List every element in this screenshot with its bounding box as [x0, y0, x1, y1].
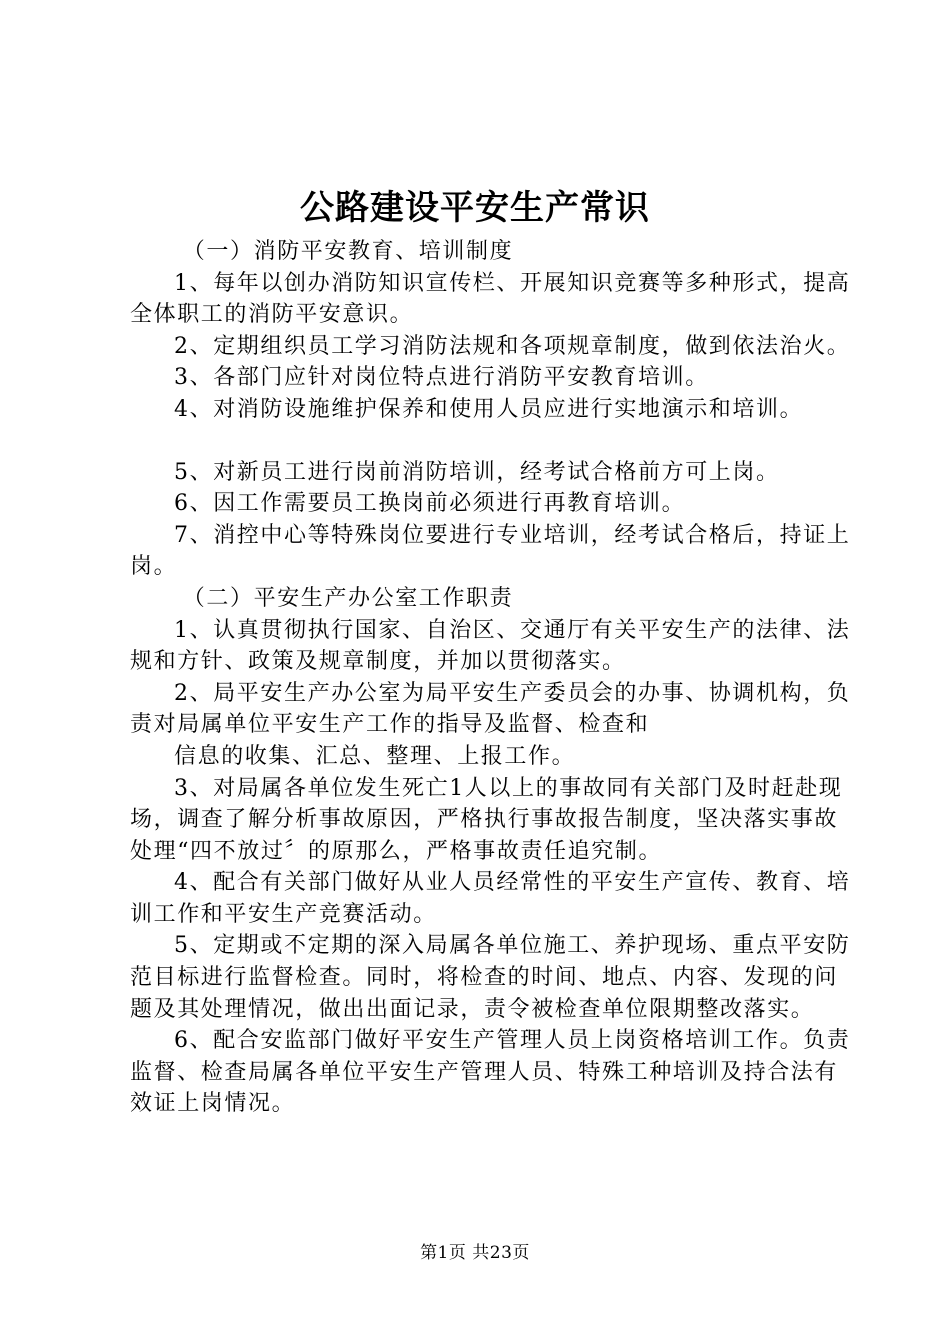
paragraph: 1、每年以创办消防知识宣传栏、开展知识竞赛等多种形式，提高全体职工的消防平安意识。 [130, 270, 851, 328]
paragraph: 3、各部门应针对岗位特点进行消防平安教育培训。 [174, 365, 709, 391]
page-number-footer: 第1页 共23页 [420, 1243, 530, 1263]
paragraph: 2、局平安生产办公室为局平安生产委员会的办事、协调机构，负责对局属单位平安生产工作的指导及监督、检查和 [130, 680, 851, 738]
paragraph: 4、对消防设施维护保养和使用人员应进行实地演示和培训。 [174, 396, 804, 422]
paragraph: 6、因工作需要员工换岗前必须进行再教育培训。 [174, 491, 686, 517]
paragraph: 4、配合有关部门做好从业人员经常性的平安生产宣传、教育、培训工作和平安生产竞赛活动。 [130, 870, 851, 927]
paragraph: 5、定期或不定期的深入局属各单位施工、养护现场、重点平安防范目标进行监督检查。同时，将检查的时间、地点、内容、发现的问题及其处理情况，做出出面记录，责令被检查单位限期整改落实。 [130, 933, 851, 1022]
document-title: 公路建设平安生产常识 [300, 188, 650, 228]
paragraph-continuation: 信息的收集、汇总、整理、上报工作。 [174, 743, 576, 769]
document-body [130, 236, 852, 1120]
paragraph: 6、配合安监部门做好平安生产管理人员上岗资格培训工作。负责监督、检查局属各单位平安生产管理人员、特殊工种培训及持合法有效证上岗情况。 [130, 1028, 851, 1117]
paragraph: 2、定期组织员工学习消防法规和各项规章制度，做到依法治火。 [174, 333, 851, 359]
paragraph: 1、认真贯彻执行国家、自治区、交通厅有关平安生产的法律、法规和方针、政策及规章制度，并加以贯彻落实。 [130, 617, 851, 675]
section-heading-fire-safety: （一）消防平安教育、培训制度 [182, 239, 514, 264]
section-heading-office-duties: （二）平安生产办公室工作职责 [182, 585, 514, 611]
paragraph: 3、对局属各单位发生死亡1人以上的事故同有关部门及时赶赴现场，调查了解分析事故原因，严格执行事故报告制度，坚决落实事故处理“四不放过〞的原那么，严格事故责任追究制。 [130, 775, 843, 864]
paragraph: 5、对新员工进行岗前消防培训，经考试合格前方可上岗。 [174, 459, 780, 485]
paragraph: 7、消控中心等特殊岗位要进行专业培训，经考试合格后，持证上岗。 [130, 522, 851, 580]
